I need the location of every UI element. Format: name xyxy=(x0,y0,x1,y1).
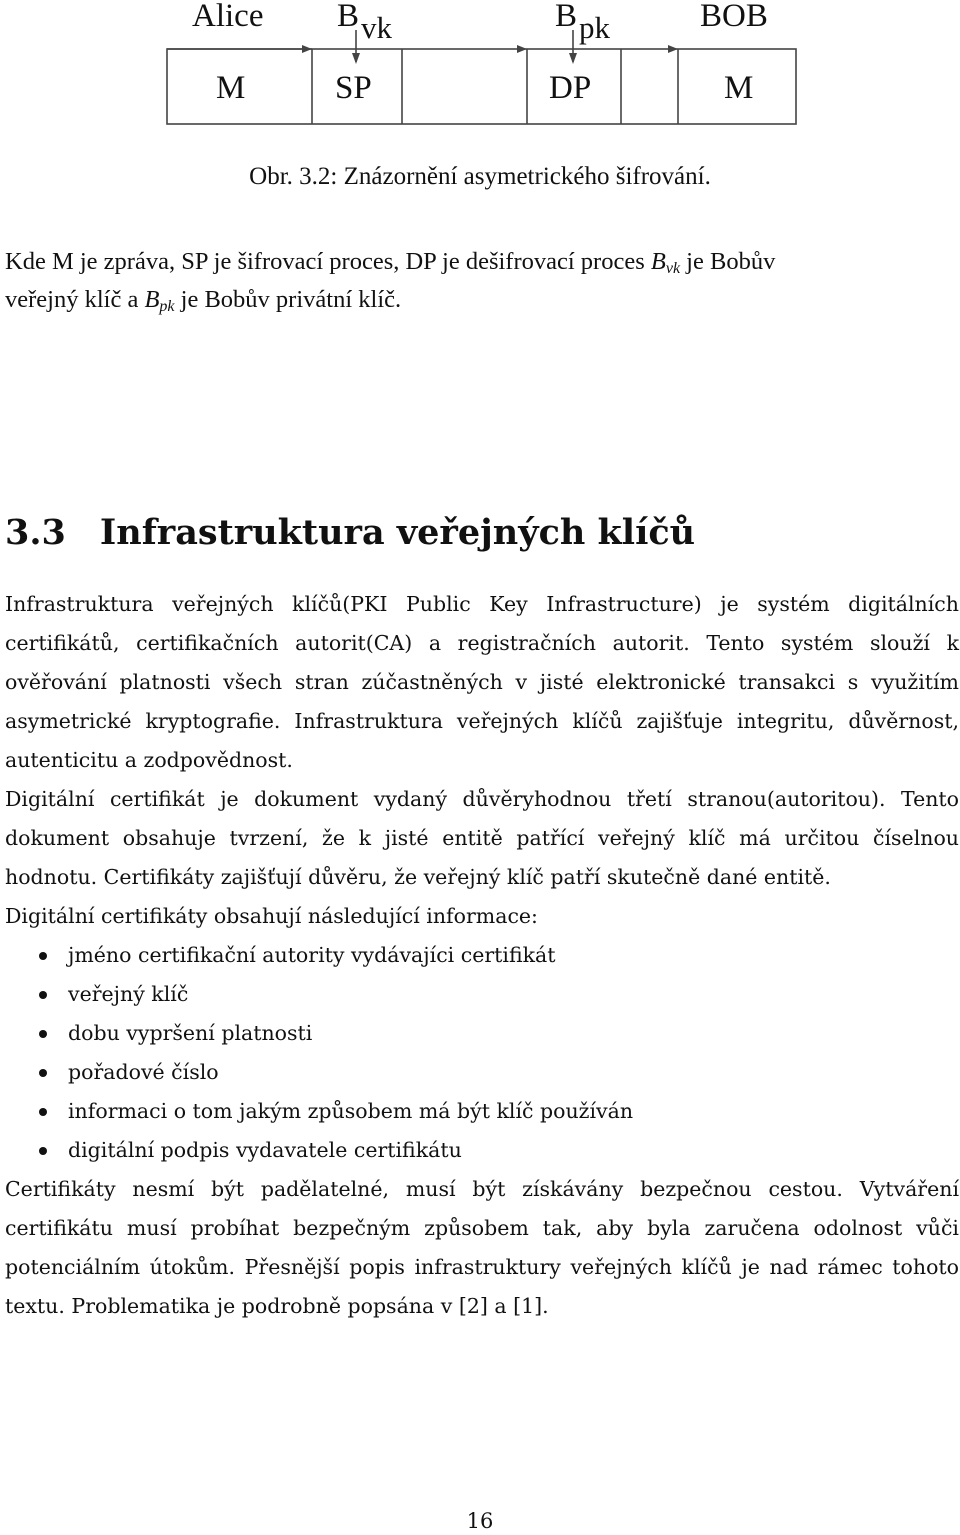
arrow-key-vk-icon xyxy=(352,53,360,64)
bullet-icon xyxy=(39,991,47,999)
list-item: dobu vypršení platnosti xyxy=(5,1014,959,1053)
intro-line1-b: je Bobův xyxy=(680,248,776,275)
bullet-icon xyxy=(39,1030,47,1038)
list-item: informaci o tom jakým způsobem má být klíč používán xyxy=(5,1092,959,1131)
paragraph-pki: Infrastruktura veřejných klíčů(PKI Public Key Infrastructure) je systém digitálních certifikátů, certifikačních autorit(CA) a registračních autorit. Tento systém slouží k ověřování platnosti všech stran zúčastněných v jisté elektronické transakci s využitím asymetrické kryptografie. Infrastruktura veřejných klíčů zajišťuje integritu, důvěrnost, autenticitu a zodpovědnost. xyxy=(5,592,959,772)
label-b-vk-base: B xyxy=(337,0,360,34)
list-item: veřejný klíč xyxy=(5,975,959,1014)
section-title: Infrastruktura veřejných klíčů xyxy=(99,512,696,553)
arrow-to-dp-icon xyxy=(517,45,527,53)
arrow-to-m-icon xyxy=(668,45,678,53)
intro-text xyxy=(5,243,955,319)
figure-diagram-lines xyxy=(0,0,960,160)
bullet-icon xyxy=(39,1108,47,1116)
intro-line1-a: Kde M je zpráva, SP je šifrovací proces, DP je dešifrovací proces xyxy=(5,248,651,275)
box-m-left: M xyxy=(216,70,246,106)
label-b-pk-sub: pk xyxy=(579,10,611,45)
box-sp: SP xyxy=(335,70,372,106)
intro-b-pk-sub: pk xyxy=(159,298,175,315)
section-number: 3.3 xyxy=(5,512,66,553)
list-item: pořadové číslo xyxy=(5,1053,959,1092)
asymmetric-encryption-figure xyxy=(0,0,960,160)
intro-b-vk xyxy=(651,248,680,275)
box-m-right: M xyxy=(724,70,754,106)
paragraph-certificate: Digitální certifikát je dokument vydaný důvěryhodnou třetí stranou(autoritou). Tento dokument obsahuje tvrzení, že k jisté entitě patřící veřejný klíč má určitou číselnou hodnotu. Certifikáty zajišťují důvěru, že veřejný klíč patří skutečně dané entitě. xyxy=(5,787,959,889)
list-item: jméno certifikační autority vydávajíci certifikát xyxy=(5,936,959,975)
certificate-info-list xyxy=(5,936,959,1170)
intro-line2-b: je Bobův privátní klíč. xyxy=(174,286,402,313)
label-b-vk xyxy=(337,0,393,45)
figure-caption: Obr. 3.2: Znázornění asymetrického šifrování. xyxy=(249,163,711,190)
page-number: 16 xyxy=(466,1509,494,1533)
box-dp: DP xyxy=(549,70,592,106)
paragraph-certificate-contents: Digitální certifikáty obsahují následující informace: xyxy=(5,904,538,928)
outer-box xyxy=(167,49,796,124)
arrow-to-sp-icon xyxy=(302,45,312,53)
intro-b-vk-base: B xyxy=(650,248,666,275)
intro-line2-a: veřejný klíč a xyxy=(5,286,145,313)
arrow-key-pk-icon xyxy=(569,53,577,64)
paragraph-forgery: Certifikáty nesmí být padělatelné, musí být získávány bezpečnou cestou. Vytváření certifikátu musí probíhat bezpečným způsobem tak, aby byla zaručena odolnost vůči potenciálním útokům. Přesnější popis infrastruktury veřejných klíčů je nad rámec tohoto textu. Problematika je podrobně popsána v [2] a [1]. xyxy=(5,1177,959,1318)
label-b-pk-base: B xyxy=(555,0,578,34)
section-heading xyxy=(5,508,695,558)
label-bob: BOB xyxy=(700,0,768,34)
label-b-vk-sub: vk xyxy=(361,10,393,45)
intro-b-vk-sub: vk xyxy=(665,260,681,277)
list-item: digitální podpis vydavatele certifikátu xyxy=(5,1131,959,1170)
label-alice: Alice xyxy=(192,0,264,34)
bullet-icon xyxy=(39,1147,47,1155)
intro-b-pk-base: B xyxy=(144,286,160,313)
bullet-icon xyxy=(39,1069,47,1077)
intro-b-pk xyxy=(144,286,174,313)
section-body xyxy=(5,585,959,1326)
bullet-icon xyxy=(39,952,47,960)
label-b-pk xyxy=(555,0,611,45)
